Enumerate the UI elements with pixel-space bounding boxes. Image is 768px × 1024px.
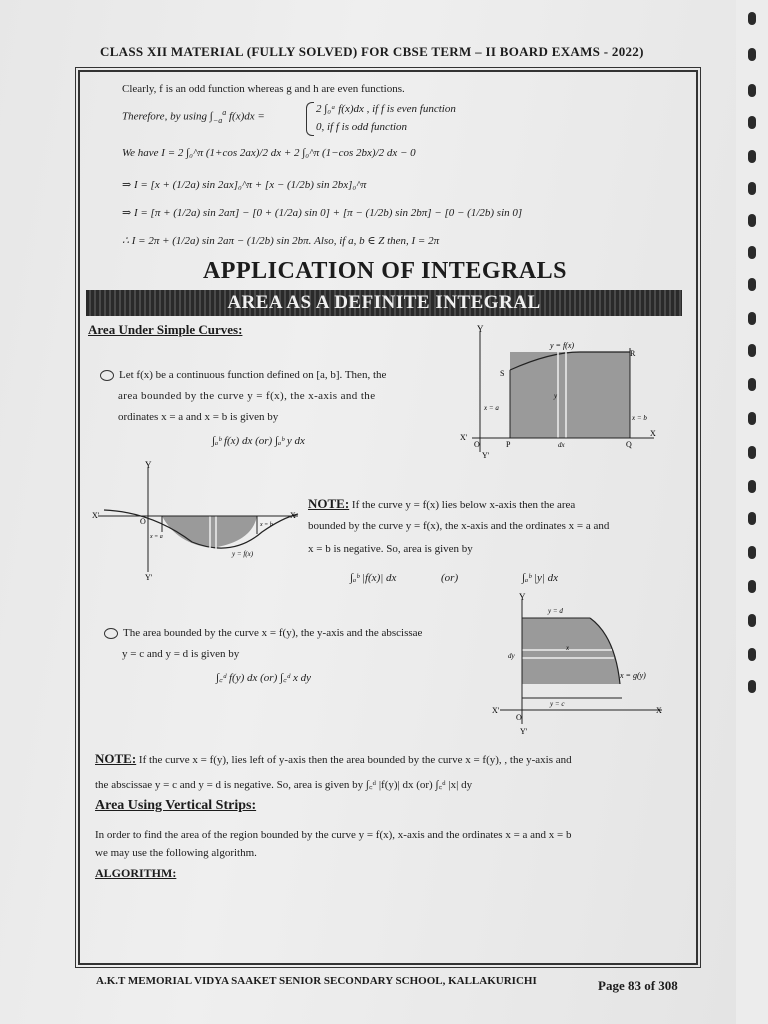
section1-para-3: ordinates x = a and x = b is given by xyxy=(118,411,279,423)
note1-formula-a: ∫ₐᵇ |f(x)| dx xyxy=(350,572,397,584)
fig2-label-xa: x = a xyxy=(150,534,163,540)
page-header: CLASS XII MATERIAL (FULLY SOLVED) FOR CBSE TERM – II BOARD EXAMS - 2022) xyxy=(100,44,644,59)
section3-line-1: In order to find the area of the region bounded by the curve y = f(x), x-axis and the ordinates x = a and x = b xyxy=(95,829,572,841)
fig1-label-y: Y xyxy=(477,324,484,334)
bullet-icon xyxy=(104,628,118,639)
section-heading-vertical-strips: Area Using Vertical Strips: xyxy=(95,798,257,813)
section3-line-2: we may use the following algorithm. xyxy=(95,847,257,859)
section2-line-2: y = c and y = d is given by xyxy=(122,648,240,660)
binder-hole xyxy=(748,614,756,627)
binder-hole xyxy=(748,312,756,325)
algorithm-heading: ALGORITHM: xyxy=(95,866,177,880)
binder-hole xyxy=(748,446,756,459)
note1-line-1: NOTE: If the curve y = f(x) lies below x-axis then the area xyxy=(308,496,576,511)
fig3-label-o: O xyxy=(516,713,522,722)
fig1-label-o: O xyxy=(474,440,480,449)
note1-label: NOTE: xyxy=(308,496,350,511)
fig1-label-s: S xyxy=(500,369,505,378)
binder-hole xyxy=(748,84,756,97)
binder-hole xyxy=(748,648,756,661)
binder-hole xyxy=(748,48,756,61)
school-footer: A.K.T MEMORIAL VIDYA SAAKET SENIOR SECONDARY SCHOOL, KALLAKURICHI xyxy=(96,975,537,987)
section1-para-1: Let f(x) be a continuous function defined on [a, b]. Then, the xyxy=(100,369,386,381)
shaded-region xyxy=(510,352,630,438)
fig3-label-yd: y = d xyxy=(548,607,563,615)
binder-hole xyxy=(748,116,756,129)
shaded-region xyxy=(522,618,620,684)
section2-formula: ∫꜀ᵈ f(y) dx (or) ∫꜀ᵈ x dy xyxy=(216,672,311,684)
fig1-label-r: R xyxy=(630,349,636,358)
figure-area-under-curve xyxy=(460,326,660,460)
fig3-label-xg: x = g(y) xyxy=(620,671,646,680)
solution-line-6: ∴ I = 2π + (1/2a) sin 2aπ − (1/2b) sin 2bπ. Also, if a, b ∈ Z then, I = 2π xyxy=(122,235,440,247)
binder-hole xyxy=(748,12,756,25)
note1-formula-b: ∫ₐᵇ |y| dx xyxy=(522,572,559,584)
fig1-label-x1: X' xyxy=(460,433,468,442)
solution-line-2: Therefore, by using $\int_{-a}^a$ f(x)dx = xyxy=(122,108,265,125)
fig2-label-x1: X' xyxy=(92,511,100,520)
binder-hole xyxy=(748,344,756,357)
section1-para-2: area bounded by the curve y = f(x), the x-axis and the xyxy=(118,390,376,402)
fig3-label-dy: dy xyxy=(508,652,515,660)
case-odd: 0, if f is odd function xyxy=(316,121,408,133)
note1-or: (or) xyxy=(441,572,459,584)
figure-area-below-axis xyxy=(92,462,302,584)
fig3-label-x: X xyxy=(656,706,662,715)
fig2-label-xb: x = b xyxy=(260,522,273,528)
binder-edge xyxy=(736,0,768,1024)
fig1-label-xa: x = a xyxy=(484,404,499,412)
binder-hole xyxy=(748,246,756,259)
fig3-label-yc: y = c xyxy=(550,700,565,708)
binder-hole xyxy=(748,412,756,425)
fig1-label-q: Q xyxy=(626,440,632,449)
note1-line-3: x = b is negative. So, area is given by xyxy=(308,543,473,555)
page-number: Page 83 of 308 xyxy=(598,978,678,993)
fig1-label-y1: Y' xyxy=(482,451,490,460)
binder-hole xyxy=(748,214,756,227)
fig3-label-y1: Y' xyxy=(520,727,528,736)
case-brace xyxy=(306,102,314,136)
note1-line-2: bounded by the curve y = f(x), the x-axis and the ordinates x = a and xyxy=(308,520,610,532)
solution-line-1: Clearly, f is an odd function whereas g and h are even functions. xyxy=(122,83,405,95)
figure-area-along-y xyxy=(490,592,666,736)
section-heading-simple-curves: Area Under Simple Curves: xyxy=(88,322,243,337)
section2-line-1: The area bounded by the curve x = f(y), the y-axis and the abscissae xyxy=(104,627,422,639)
binder-hole xyxy=(748,546,756,559)
binder-hole xyxy=(748,278,756,291)
fig1-label-dx: dx xyxy=(558,441,565,449)
solution-line-3: We have I = 2 ∫₀^π (1+cos 2ax)/2 dx + 2 ∫₀^π (1−cos 2bx)/2 dx − 0 xyxy=(122,147,416,159)
note2-line-1: NOTE: If the curve x = f(y), lies left of y-axis then the area bounded by the curve x = f(y), , the y-axis and xyxy=(95,751,572,766)
case-even: 2 ∫₀ᵃ f(x)dx , if f is even function xyxy=(316,103,456,115)
binder-hole xyxy=(748,378,756,391)
fig1-label-x: X xyxy=(650,429,656,438)
fig2-label-y: Y xyxy=(145,460,152,470)
binder-hole xyxy=(748,480,756,493)
fig2-label-y1: Y' xyxy=(145,573,153,582)
section1-formula: ∫ₐᵇ f(x) dx (or) ∫ₐᵇ y dx xyxy=(212,435,305,447)
binder-hole xyxy=(748,182,756,195)
binder-hole xyxy=(748,680,756,693)
binder-hole xyxy=(748,512,756,525)
fig2-label-x: X xyxy=(290,511,296,520)
solution-line-4: ⇒ I = [x + (1/2a) sin 2ax]₀^π + [x − (1/2b) sin 2bx]₀^π xyxy=(122,179,367,191)
note2-line-2: the abscissae y = c and y = d is negative. So, area is given by ∫꜀ᵈ |f(y)| dx (or) ∫꜀ᵈ |x| dy xyxy=(95,779,473,791)
binder-hole xyxy=(748,580,756,593)
fig3-label-x-strip: x xyxy=(566,644,570,652)
fig1-label-xb: x = b xyxy=(632,414,647,422)
note2-label: NOTE: xyxy=(95,751,137,766)
fig3-label-y: Y xyxy=(519,592,526,602)
binder-hole xyxy=(748,150,756,163)
fig1-label-yy: y xyxy=(554,392,558,400)
topic-banner: AREA AS A DEFINITE INTEGRAL xyxy=(86,290,682,316)
solution-line-5: ⇒ I = [π + (1/2a) sin 2aπ] − [0 + (1/2a) sin 0] + [π − (1/2b) sin 2bπ] − [0 − (1/2b) sin 0] xyxy=(122,207,523,219)
fig2-label-o: O xyxy=(140,517,146,526)
bullet-icon xyxy=(100,370,114,381)
fig1-label-p: P xyxy=(506,440,511,449)
chapter-title: APPLICATION OF INTEGRALS xyxy=(202,258,568,284)
fig3-label-x1: X' xyxy=(492,706,500,715)
fig2-label-curve: y = f(x) xyxy=(232,550,254,558)
fig1-label-curve: y = f(x) xyxy=(550,341,575,350)
